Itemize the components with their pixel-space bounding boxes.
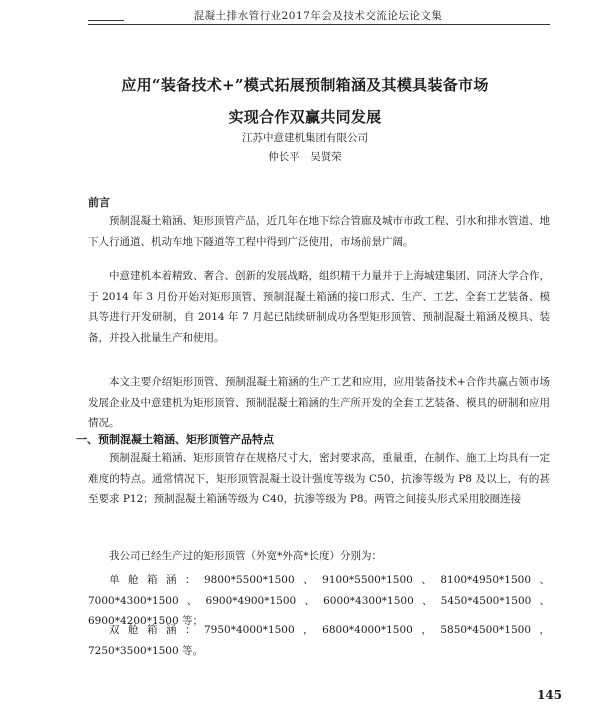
header-rule — [88, 24, 550, 25]
affiliation: 江苏中意建机集团有限公司 — [242, 132, 368, 144]
preface-paragraph-3: 本文主要介绍矩形顶管、预制混凝土箱涵的生产工艺和应用，应用装备技术+合作共赢占领市场发展企业及中意建机为矩形顶管、预制混凝土箱涵的生产所开发的全套工艺装备、模具的研制和应用情况。 — [88, 376, 550, 429]
paper-title-line-2: 实现合作双赢共同发展 — [228, 108, 382, 126]
single-box-list: 单舱箱涵：9800*5500*1500、9100*5500*1500、8100*4950*1500、7000*4300*1500、6900*4900*1500、6000*4300*1500、5450*4500*1500、6900*4200*1500 等； — [88, 574, 550, 627]
page-number: 145 — [536, 688, 562, 702]
section-1-paragraph-1: 预制混凝土箱涵、矩形顶管存在规格尺寸大，密封要求高，重量重，在制作、施工上均具有一定难度的特点。通常情况下，矩形顶管混凝土设计强度等级为 C50，抗渗等级为 P8 及以上，有的甚至要求 P12；预制混凝土箱涵等级为 C40，抗渗等级为 P8。两管之间接头形式采用胶圈连接 — [88, 452, 550, 505]
authors: 仲长平 吴贤荣 — [268, 151, 342, 163]
preface-paragraph-1: 预制混凝土箱涵、矩形顶管产品，近几年在地下综合管廊及城市市政工程、引水和排水管道、地下人行通道、机动车地下隧道等工程中得到广泛使用，市场前景广阔。 — [88, 215, 550, 248]
section-1-heading: 一、预制混凝土箱涵、矩形顶管产品特点 — [76, 433, 274, 446]
paper-title-line-1: 应用“装备技术+”模式拓展预制箱涵及其模具装备市场 — [121, 76, 489, 94]
section-1-paragraph-2: 我公司已经生产过的矩形顶管（外宽*外高*长度）分别为： — [109, 550, 382, 562]
preface-heading: 前言 — [88, 196, 110, 209]
double-box-list: 双舱箱涵：7950*4000*1500，6800*4000*1500，5850*4500*1500，7250*3500*1500 等。 — [88, 624, 550, 657]
preface-paragraph-2: 中意建机本着精致、奢合、创新的发展战略，组织精干力量并于上海城建集团、同济大学合作，于 2014 年 3 月份开始对矩形顶管、预制混凝土箱涵的接口形式、生产、工艺、全套工艺装备、模具等进行开发研制，自 2014 年 7 月起已陆续研制成功各型矩形顶管、预制混凝土箱涵及模具、装备，并投入批量生产和使用。 — [88, 270, 550, 344]
running-header: 混凝土排水管行业2017年会及技术交流论坛论文集 — [193, 10, 443, 22]
